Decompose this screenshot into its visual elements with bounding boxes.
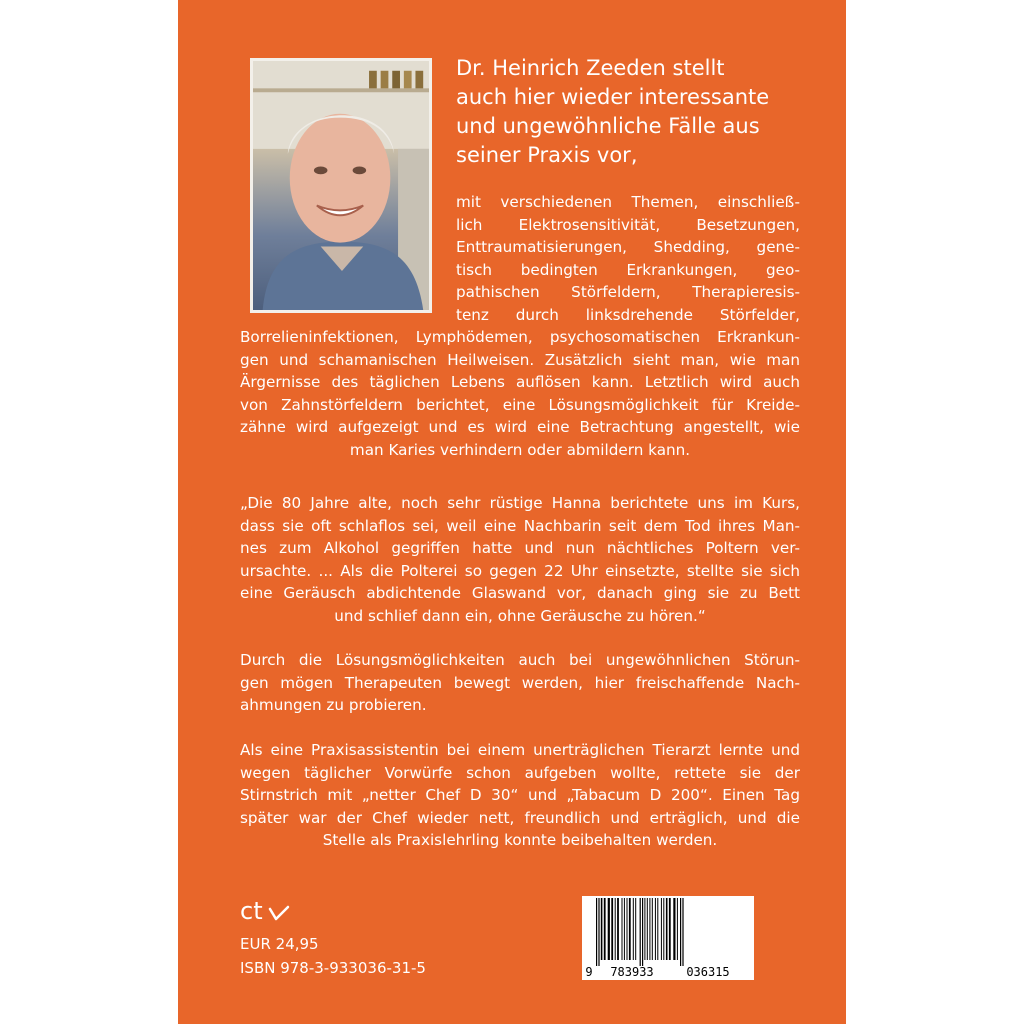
- paragraph-line: wegen täglicher Vorwürfe schon aufgeben wollte, rettete sie der: [240, 763, 800, 782]
- barcode-bar: [629, 898, 631, 960]
- barcode-bar: [622, 898, 623, 960]
- barcode-bar: [682, 898, 683, 966]
- paragraph-line: Ärgernisse des täglichen Lebens auflösen kann. Letztlich wird auch: [240, 373, 800, 391]
- paragraph-line: nes zum Alkohol gegriffen hatte und nun nächtliches Poltern ver-: [240, 539, 800, 557]
- barcode-digit-prefix: 9: [585, 965, 593, 979]
- barcode-digit-group: 783933: [610, 965, 654, 979]
- paragraph-line: gen mögen Therapeuten bewegt werden, hier freischaffende Nach-: [240, 673, 800, 692]
- barcode-bar: [633, 898, 634, 960]
- paragraph-line: mit verschiedenen Themen, einschließ-: [456, 193, 800, 211]
- barcode-bar: [669, 898, 671, 960]
- barcode-bar: [604, 898, 606, 960]
- paragraph-line: später war der Chef wieder nett, freundlich und erträglich, und die: [240, 808, 800, 827]
- paragraph-line: von Zahnstörfeldern berichtet, eine Lösungsmöglichkeit für Kreide-: [240, 395, 800, 414]
- paragraph-line: ahmungen zu probieren.: [240, 696, 427, 714]
- intro-line: seiner Praxis vor,: [456, 143, 638, 167]
- paragraph-line: zähne wird aufgezeigt und es wird eine Betrachtung angestellt, wie: [240, 418, 800, 436]
- barcode-bar: [624, 898, 625, 960]
- barcode-bar: [608, 898, 610, 960]
- paragraph-line: „Die 80 Jahre alte, noch sehr rüstige Hanna berichtete uns im Kurs,: [240, 494, 800, 512]
- barcode-bar: [640, 898, 641, 966]
- publisher-logo: [240, 897, 292, 927]
- paragraph-topics: [240, 191, 800, 461]
- paragraph-assistant: [240, 739, 800, 852]
- barcode-bar: [596, 898, 597, 966]
- price: EUR 24,95: [240, 935, 319, 953]
- paragraph-line: und schlief dann ein, ohne Geräusche zu hören.“: [334, 606, 706, 625]
- paragraph-line: tenz durch linksdrehende Störfelder,: [456, 305, 800, 324]
- paragraph-line: Durch die Lösungsmöglichkeiten auch bei ungewöhnlichen Störun-: [240, 651, 800, 669]
- intro-text: [456, 54, 796, 170]
- paragraph-line: Borrelieninfektionen, Lymphödemen, psychosomatischen Erkrankun-: [240, 328, 800, 346]
- paragraph-line: Stelle als Praxislehrling konnte beibehalten werden.: [322, 831, 718, 849]
- intro-line: Dr. Heinrich Zeeden stellt: [456, 56, 725, 80]
- barcode-bar: [617, 898, 619, 960]
- paragraph-line: pathischen Störfeldern, Therapieresis-: [456, 283, 800, 301]
- barcode-bar: [677, 898, 678, 960]
- barcode-bar: [649, 898, 650, 960]
- isbn-barcode: [582, 896, 754, 980]
- paragraph-line: gen und schamanischen Heilweisen. Zusätzlich sieht man, wie man: [240, 350, 800, 369]
- paragraph-line: tisch bedingten Erkrankungen, geo-: [456, 260, 800, 279]
- paragraph-line: ursachte. ... Als die Polterei so gegen 22 Uhr einsetzte, stellte sie sich: [240, 561, 800, 580]
- intro-line: auch hier wieder interessante: [456, 85, 770, 109]
- barcode-bar: [615, 898, 616, 960]
- barcode-digit-group: 036315: [686, 965, 730, 979]
- paragraph-quote: [240, 492, 800, 627]
- paragraph-line: dass sie oft schlaflos sei, weil eine Nachbarin seit dem Tod ihres Man-: [240, 516, 800, 535]
- barcode-bar: [644, 898, 645, 960]
- barcode-bar: [663, 898, 664, 960]
- publisher-logo-text: ct: [240, 897, 263, 925]
- barcode-digits: [582, 964, 754, 980]
- barcode-bar: [601, 898, 603, 960]
- book-back-cover: [178, 0, 846, 1024]
- paragraph-line: Enttraumatisierungen, Shedding, gene-: [456, 238, 800, 256]
- barcode-bar: [673, 898, 675, 960]
- isbn: ISBN 978-3-933036-31-5: [240, 959, 426, 977]
- barcode-bar: [680, 898, 681, 966]
- paragraph-line: lich Elektrosensitivität, Besetzungen,: [456, 215, 800, 234]
- barcode-bar: [635, 898, 636, 960]
- barcode-bar: [598, 898, 599, 966]
- paragraph-line: man Karies verhindern oder abmildern kann.: [349, 440, 691, 459]
- barcode-bar: [642, 898, 643, 966]
- paragraph-line: Stirnstrich mit „netter Chef D 30“ und „Tabacum D 200“. Einen Tag: [240, 786, 800, 804]
- barcode-bar: [647, 898, 648, 960]
- paragraph-line: eine Geräusch abdichtende Glaswand vor, danach ging sie zu Bett: [240, 584, 800, 602]
- barcode-bar: [666, 898, 668, 960]
- paragraph-line: Als eine Praxisassistentin bei einem unerträglichen Tierarzt lernte und: [240, 741, 800, 759]
- barcode-bar: [655, 898, 656, 960]
- barcode-bar: [652, 898, 653, 960]
- barcode-bar: [627, 898, 628, 960]
- paragraph-therapists: [240, 649, 800, 717]
- barcode-bar: [657, 898, 658, 960]
- barcode-bar: [611, 898, 613, 960]
- barcode-bar: [661, 898, 662, 960]
- intro-line: und ungewöhnliche Fälle aus: [456, 114, 760, 138]
